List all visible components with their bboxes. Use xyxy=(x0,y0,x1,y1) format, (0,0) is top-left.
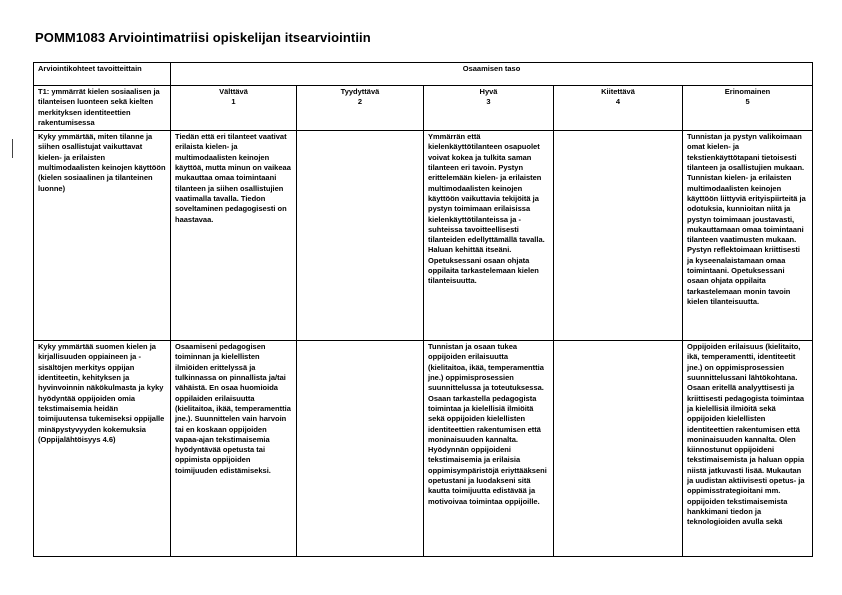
document-title: POMM1083 Arviointimatriisi opiskelijan itsearviointiin xyxy=(35,30,371,45)
level-number: 4 xyxy=(615,97,621,107)
level-number: 2 xyxy=(357,97,363,107)
rubric-cell-r1-tyydyttava xyxy=(297,131,424,341)
level-header-kiitettava xyxy=(554,86,683,131)
rubric-row-2 xyxy=(34,341,813,557)
header-row-levels xyxy=(34,86,813,131)
header-row-main xyxy=(34,63,813,86)
level-number: 3 xyxy=(486,97,491,107)
level-header-tyydyttava xyxy=(297,86,424,131)
rubric-cell-r2-valttava: Osaamiseni pedagogisen toiminnan ja kielellisten ilmiöiden erittelyssä ja tulkinnassa on pinnallista ja/tai vähäistä. En osaa huomioida oppilaiden erilaisuutta (kielitaitoa, ikää, temperamenttia jne.). Suunnittelen vain harvoin tai en koskaan oppijoiden vapaa-ajan tekstimaisemia hyödyntävää opetusta tai oppimista oppijoiden toimijuuden edistämiseksi. xyxy=(171,341,297,557)
rubric-cell-r1-erinomainen: Tunnistan ja pystyn valikoimaan omat kielen- ja tekstienkäyttötapani tietoisesti tilanteen ja osallistujien mukaan. Tunnistan kielen- ja erilaisten multimodaalisten keinojen käyttöön liittyviä erityispiirteitä ja odotuksia, kunnioitan niitä ja pystyn toimimaan joustavasti, mukauttamaan omaa toimintaani tilanteen vaatimusten mukaan. Pystyn reflektoimaan kriittisesti ja kyseenalaistamaan omaa toimintaani. Opetuksessani osaan ohjata oppilaita tarkastelemaan monin tavoin kielen tilanteisuutta. xyxy=(683,131,813,341)
level-label: Kiitettävä xyxy=(601,87,635,96)
level-label: Erinomainen xyxy=(724,87,771,96)
rubric-cell-r1-hyva: Ymmärrän että kielenkäyttötilanteen osapuolet voivat kokea ja tulkita saman tilanteen eri tavoin. Pystyn erittelemään kielen- ja erilaisten multimodaalisten keinojen käyttöön vaikuttavia tekijöitä ja pystyn toimimaan erilaisissa kielenkäyttötilanteissa ja -suhteissa tavoitteellisesti tilanteiden edellyttämällä tavalla. Haluan kehittää itseäni. Opetuksessani osaan ohjata oppilaita tarkastelemaan kielen tilanteisuutta. xyxy=(424,131,554,341)
level-number: 5 xyxy=(745,97,750,107)
t1-objective-cell: T1: ymmärrät kielen sosiaalisen ja tilanteisen luonteen sekä kielten merkityksen identiteettien rakentumisessa xyxy=(34,86,171,131)
rubric-cell-r2-hyva: Tunnistan ja osaan tukea oppijoiden erilaisuutta (kielitaitoa, ikää, temperamenttia jne.) oppimisprosessien suunnittelussa ja toteutuksessa. Osaan tarkastella pedagogista toimintaa ja kielellisiä ilmiöitä sekä oppijoiden kielellisten identiteettien rakentumisen että moninaisuuden kannalta. Hyödynnän oppijoideni tekstimaisemia ja erilaisia oppimisympäristöjä eriyttääkseni opetustani ja luodakseni sitä kautta toimijuutta edistävää ja motivoivaa toimintaa oppijoille. xyxy=(424,341,554,557)
level-header-valttava xyxy=(171,86,297,131)
rubric-cell-r1-valttava: Tiedän että eri tilanteet vaativat erilaista kielen- ja multimodaalisten keinojen käyttöä, mutta minun on vaikeaa mukauttaa omaa toimintaani tilanteen ja siihen osallistujien vaatimalla tavalla. Tiedon soveltaminen pedagogisesti on haastavaa. xyxy=(171,131,297,341)
rubric-table xyxy=(33,62,813,557)
level-header-erinomainen xyxy=(683,86,813,131)
criterion-cell: Kyky ymmärtää, miten tilanne ja siihen osallistujat vaikuttavat kielen- ja erilaisten multimodaalisten keinojen käyttöön (kielen sosiaalinen ja tilanteinen luonne) xyxy=(34,131,171,341)
criterion-cell: Kyky ymmärtää suomen kielen ja kirjallisuuden oppiaineen ja -sisältöjen merkitys oppijan identiteetin, kehityksen ja hyvinvoinnin näkökulmasta ja kyky hyödyntää oppijoiden omia tekstimaisemia heidän toimijuutensa tukemiseksi oppijalle minäpystyvyyden kokemuksia (Oppijalähtöisyys 4.6) xyxy=(34,341,171,557)
level-label: Hyvä xyxy=(479,87,498,96)
rubric-cell-r2-erinomainen: Oppijoiden erilaisuus (kielitaito, ikä, temperamentti, identiteetit jne.) on oppimisprosessien suunnittelussani lähtökohtana. Osaan eritellä analyyttisesti ja kriittisesti pedagogista toimintaa ja kielellisiä ilmiöitä sekä oppijoiden kielellisten identiteettien rakentumisen että moninaisuuden kannalta. Olen kiinnostunut oppijoideni tekstimaisemista ja haluan oppia niistä jatkuvasti lisää. Mukautan ja uudistan aktiivisesti opetus- ja oppimisstrategioitani mm. oppijoiden tekstimaisemista hankkimani tiedon ja teknologioiden avulla sekä xyxy=(683,341,813,557)
rubric-cell-r1-kiitettava xyxy=(554,131,683,341)
level-number: 1 xyxy=(231,97,236,107)
level-label: Välttävä xyxy=(219,87,248,96)
rubric-cell-r2-kiitettava xyxy=(554,341,683,557)
level-header-hyva xyxy=(424,86,554,131)
span-header-cell: Osaamisen taso xyxy=(171,63,813,86)
corner-header-cell: Arviointikohteet tavoitteittain xyxy=(34,63,171,86)
level-label: Tyydyttävä xyxy=(340,87,380,96)
rubric-row-1 xyxy=(34,131,813,341)
revision-change-bar xyxy=(12,139,13,158)
rubric-cell-r2-tyydyttava xyxy=(297,341,424,557)
